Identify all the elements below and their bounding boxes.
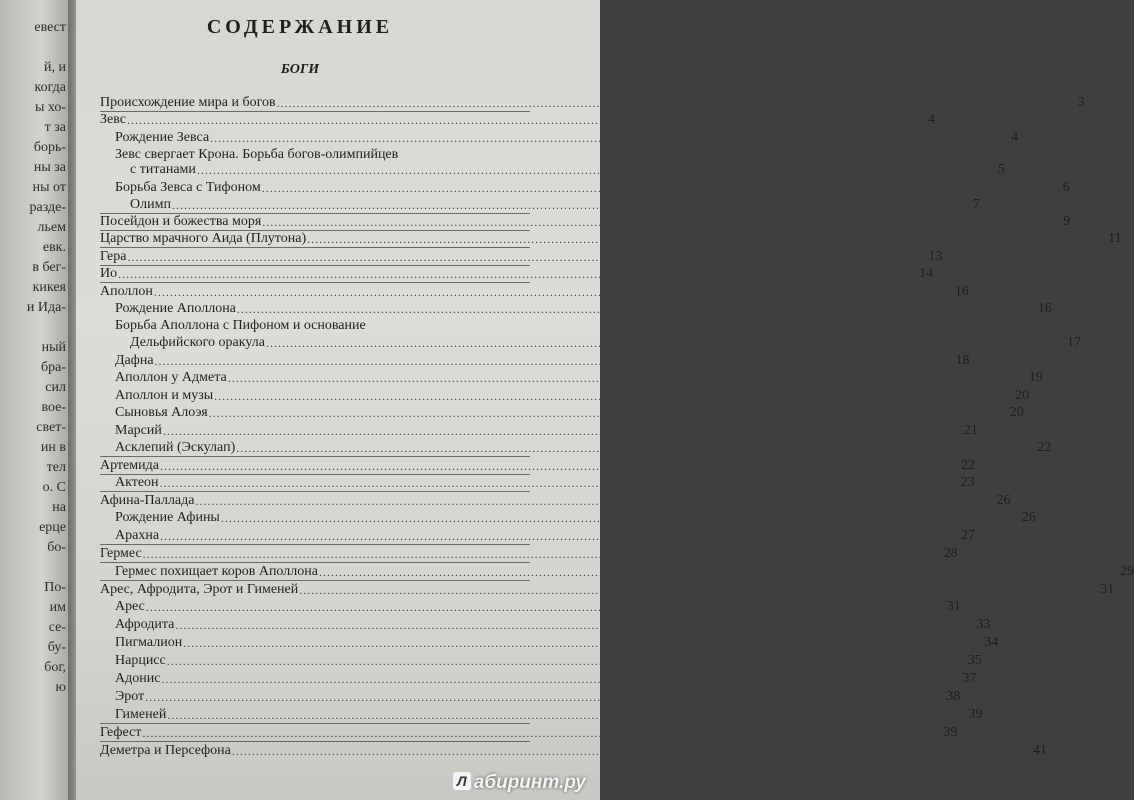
toc-divider <box>100 580 530 581</box>
previous-page-line: свет- <box>36 420 66 435</box>
toc-leader-dots: ........................................................................................................................................................................................................ <box>183 636 984 650</box>
toc-entry <box>115 510 1036 526</box>
toc-entry <box>100 725 958 741</box>
previous-page-line: й, и <box>44 60 66 75</box>
toc-entry-title: Аполлон у Адмета <box>115 370 227 385</box>
toc-entry <box>130 197 980 213</box>
previous-page-line: По- <box>44 580 66 595</box>
toc-entry-title: Гермес похищает коров Аполлона <box>115 564 318 579</box>
toc-entry <box>115 617 991 633</box>
toc-page-number: 31 <box>1100 582 1115 597</box>
toc-leader-dots: ........................................................................................................................................................................................................ <box>236 441 1037 455</box>
toc-page-number: 39 <box>968 707 983 722</box>
previous-page-line: се- <box>48 620 66 635</box>
toc-leader-dots: ........................................................................................................................................................................................................ <box>166 654 967 668</box>
toc-entry-title: Сыновья Алоэя <box>115 405 208 420</box>
toc-entry <box>115 353 970 369</box>
toc-entry <box>115 689 961 705</box>
toc-page-number: 31 <box>946 599 961 614</box>
previous-page-line: борь- <box>33 140 66 155</box>
page-title: СОДЕРЖАНИЕ <box>206 16 394 38</box>
toc-entry-title: Зевс свергает Крона. Борьба богов-олимпийцев <box>115 147 399 162</box>
toc-leader-dots: ........................................................................................................................................................................................................ <box>161 672 962 686</box>
toc-entry <box>115 599 961 615</box>
previous-page-line: ю <box>55 680 66 695</box>
toc-leader-dots: ........................................................................................................................................................................................................ <box>153 285 954 299</box>
toc-entry <box>100 112 935 128</box>
toc-page-number: 35 <box>967 653 982 668</box>
toc-entry <box>100 743 1047 759</box>
toc-leader-dots: ........................................................................................................................................................................................................ <box>236 302 1037 316</box>
toc-entry <box>100 284 969 300</box>
toc-leader-dots: ........................................................................................................................................................................................................ <box>126 113 927 127</box>
previous-page-line: т за <box>44 120 66 135</box>
toc-entry-title: с титанами <box>130 162 196 177</box>
toc-page-number: 37 <box>962 671 977 686</box>
toc-divider <box>100 491 530 492</box>
previous-page-line: ин в <box>40 440 66 455</box>
toc-entry-title: Посейдон и божества моря <box>100 214 262 229</box>
toc-entry-title: Нарцисс <box>115 653 166 668</box>
toc-entry <box>115 147 398 163</box>
toc-entry-title: Дельфийского оракула <box>130 335 265 350</box>
previous-page-line: разде- <box>29 200 66 215</box>
toc-leader-dots: ........................................................................................................................................................................................................ <box>127 250 928 264</box>
toc-divider <box>100 544 530 545</box>
toc-divider <box>100 247 530 248</box>
toc-entry <box>115 130 1019 146</box>
toc-page-number: 5 <box>997 162 1005 177</box>
toc-page-number: 19 <box>1028 370 1043 385</box>
toc-divider <box>100 723 530 724</box>
toc-entry <box>130 335 1081 351</box>
toc-leader-dots: ........................................................................................................................................................................................................ <box>118 267 919 281</box>
toc-entry-title: Аполлон и музы <box>115 388 214 403</box>
toc-entry <box>100 95 1085 111</box>
toc-entry-title: Арахна <box>115 528 160 543</box>
toc-page-number: 9 <box>1063 214 1071 229</box>
toc-entry <box>115 440 1052 456</box>
toc-page-number: 29 <box>1119 564 1134 579</box>
toc-leader-dots: ........................................................................................................................................................................................................ <box>265 336 1066 350</box>
toc-entry-title: Эрот <box>115 689 145 704</box>
previous-page-line: льем <box>37 220 66 235</box>
toc-entry <box>115 707 983 723</box>
toc-entry <box>115 318 366 334</box>
toc-leader-dots: ........................................................................................................................................................................................................ <box>208 406 1009 420</box>
toc-page-number: 7 <box>972 197 980 212</box>
previous-page-line: в бег- <box>32 260 66 275</box>
toc-leader-dots: ........................................................................................................................................................................................................ <box>261 181 1062 195</box>
previous-page-line: евест <box>34 20 66 35</box>
previous-page-line: когда <box>34 80 66 95</box>
toc-entry <box>100 582 1115 598</box>
labirint-logo-icon: Л <box>453 772 471 790</box>
toc-entry-title: Происхождение мира и богов <box>100 95 276 110</box>
toc-leader-dots: ........................................................................................................................................................................................................ <box>167 708 968 722</box>
toc-entry-title: Олимп <box>130 197 171 212</box>
toc-leader-dots: ........................................................................................................................................................................................................ <box>145 600 946 614</box>
toc-entry <box>115 475 975 491</box>
previous-page-line: вое- <box>41 400 66 415</box>
toc-leader-dots: ........................................................................................................................................................................................................ <box>214 389 1015 403</box>
toc-leader-dots: ........................................................................................................................................................................................................ <box>159 459 960 473</box>
toc-page-number: 26 <box>996 493 1011 508</box>
previous-page-line: ный <box>41 340 66 355</box>
toc-entry-title: Рождение Зевса <box>115 130 210 145</box>
toc-entry <box>115 635 999 651</box>
toc-entry <box>115 423 978 439</box>
previous-page-line: ны от <box>32 180 66 195</box>
toc-leader-dots: ........................................................................................................................................................................................................ <box>142 547 943 561</box>
toc-entry-title: Артемида <box>100 458 159 473</box>
toc-entry <box>115 653 982 669</box>
toc-leader-dots: ........................................................................................................................................................................................................ <box>162 424 963 438</box>
toc-divider <box>100 562 530 563</box>
toc-page-number: 4 <box>1011 130 1019 145</box>
toc-entry <box>100 214 1071 230</box>
toc-page-number: 27 <box>961 528 976 543</box>
previous-page-line: тел <box>46 460 66 475</box>
toc-leader-dots: ........................................................................................................................................................................................................ <box>160 529 961 543</box>
toc-entry <box>115 370 1043 386</box>
previous-page-line: бо- <box>47 540 66 555</box>
toc-entry-title: Гименей <box>115 707 167 722</box>
previous-page-line: ы хо- <box>34 100 66 115</box>
toc-entry-title: Борьба Аполлона с Пифоном и основание <box>115 318 366 333</box>
toc-page-number: 38 <box>946 689 961 704</box>
toc-entry <box>100 249 943 265</box>
toc-page-number: 14 <box>919 266 934 281</box>
toc-page-number: 23 <box>960 475 975 490</box>
toc-leader-dots: ........................................................................................................................................................................................................ <box>318 565 1119 579</box>
toc-leader-dots: ........................................................................................................................................................................................................ <box>210 131 1011 145</box>
previous-page-line: евк. <box>42 240 66 255</box>
toc-entry <box>100 458 975 474</box>
toc-entry-title: Актеон <box>115 475 159 490</box>
toc-entry-title: Борьба Зевса с Тифоном <box>115 180 261 195</box>
toc-entry <box>100 266 934 282</box>
toc-entry-title: Арес <box>115 599 145 614</box>
toc-divider <box>100 282 530 283</box>
toc-page-number: 33 <box>976 617 991 632</box>
toc-page-number: 6 <box>1062 180 1070 195</box>
toc-entry-title: Марсий <box>115 423 162 438</box>
toc-entry <box>115 388 1030 404</box>
toc-entry-title: Рождение Афины <box>115 510 220 525</box>
toc-page-number: 41 <box>1032 743 1047 758</box>
toc-page-number: 28 <box>943 546 958 561</box>
toc-entry <box>100 493 1011 509</box>
toc-entry-title: Афродита <box>115 617 175 632</box>
toc-leader-dots: ........................................................................................................................................................................................................ <box>195 494 996 508</box>
previous-page-line: бу- <box>47 640 66 655</box>
toc-entry-title: Аполлон <box>100 284 153 299</box>
toc-leader-dots: ........................................................................................................................................................................................................ <box>220 511 1021 525</box>
toc-entry-title: Деметра и Персефона <box>100 743 231 758</box>
toc-entry-title: Рождение Аполлона <box>115 301 236 316</box>
toc-leader-dots: ........................................................................................................................................................................................................ <box>159 476 960 490</box>
toc-page-number: 39 <box>943 725 958 740</box>
toc-page-number: 18 <box>955 353 970 368</box>
toc-page-number: 22 <box>960 458 975 473</box>
toc-entry-title: Асклепий (Эскулап) <box>115 440 236 455</box>
toc-page-number: 20 <box>1009 405 1024 420</box>
toc-entry <box>130 162 1005 178</box>
toc-page-number: 20 <box>1015 388 1030 403</box>
toc-divider <box>100 741 530 742</box>
toc-entry <box>115 528 976 544</box>
toc-entry-title: Арес, Афродита, Эрот и Гименей <box>100 582 299 597</box>
previous-page-line: и Ида- <box>26 300 66 315</box>
toc-page-number: 11 <box>1108 231 1122 246</box>
toc-entry-title: Адонис <box>115 671 161 686</box>
toc-leader-dots: ........................................................................................................................................................................................................ <box>142 726 943 740</box>
toc-entry <box>115 564 1134 580</box>
toc-page-number: 4 <box>927 112 935 127</box>
previous-page-line: ерце <box>39 520 66 535</box>
toc-entry-title: Гефест <box>100 725 142 740</box>
toc-leader-dots: ........................................................................................................................................................................................................ <box>171 198 972 212</box>
toc-page-number: 22 <box>1037 440 1052 455</box>
toc-entry-title: Гермес <box>100 546 142 561</box>
toc-page-number: 26 <box>1021 510 1036 525</box>
toc-entry-title: Гера <box>100 249 127 264</box>
previous-page-line: сил <box>45 380 66 395</box>
previous-page-line: кикея <box>32 280 66 295</box>
toc-leader-dots: ........................................................................................................................................................................................................ <box>276 96 1077 110</box>
toc-entry-title: Зевс <box>100 112 126 127</box>
toc-entry-title: Афина-Паллада <box>100 493 195 508</box>
previous-page-line: ны за <box>33 160 66 175</box>
toc-page-number: 3 <box>1077 95 1085 110</box>
toc-divider <box>100 456 530 457</box>
toc-page-number: 16 <box>954 284 969 299</box>
toc-entry-title: Дафна <box>115 353 154 368</box>
toc-leader-dots: ........................................................................................................................................................................................................ <box>231 744 1032 758</box>
previous-page-line: на <box>52 500 66 515</box>
toc-entry <box>115 301 1052 317</box>
toc-page-number: 13 <box>928 249 943 264</box>
toc-leader-dots: ........................................................................................................................................................................................................ <box>299 583 1100 597</box>
toc-entry <box>115 405 1024 421</box>
toc-entry <box>100 231 1122 247</box>
previous-page-line: о. С <box>42 480 66 495</box>
watermark-text: абиринт.ру <box>473 772 586 793</box>
toc-page-number: 17 <box>1066 335 1081 350</box>
toc-leader-dots: ........................................................................................................................................................................................................ <box>227 371 1028 385</box>
toc-leader-dots: ........................................................................................................................................................................................................ <box>307 232 1108 246</box>
toc-entry <box>100 546 958 562</box>
toc-page-number: 16 <box>1037 301 1052 316</box>
toc-leader-dots: ........................................................................................................................................................................................................ <box>262 215 1063 229</box>
watermark <box>453 772 586 794</box>
toc-leader-dots: ........................................................................................................................................................................................................ <box>145 690 946 704</box>
section-title: БОГИ <box>280 62 320 77</box>
previous-page-line: бра- <box>41 360 66 375</box>
toc-entry-title: Ио <box>100 266 118 281</box>
toc-entry-title: Царство мрачного Аида (Плутона) <box>100 231 307 246</box>
toc-leader-dots: ........................................................................................................................................................................................................ <box>196 163 997 177</box>
previous-page-line: им <box>49 600 66 615</box>
toc-entry <box>115 180 1070 196</box>
previous-page-line: бог, <box>44 660 66 675</box>
toc-leader-dots: ........................................................................................................................................................................................................ <box>175 618 976 632</box>
toc-page-number: 34 <box>984 635 999 650</box>
toc-leader-dots: ........................................................................................................................................................................................................ <box>154 354 955 368</box>
toc-page-number: 21 <box>963 423 978 438</box>
toc-entry-title: Пигмалион <box>115 635 183 650</box>
toc-entry <box>115 671 977 687</box>
